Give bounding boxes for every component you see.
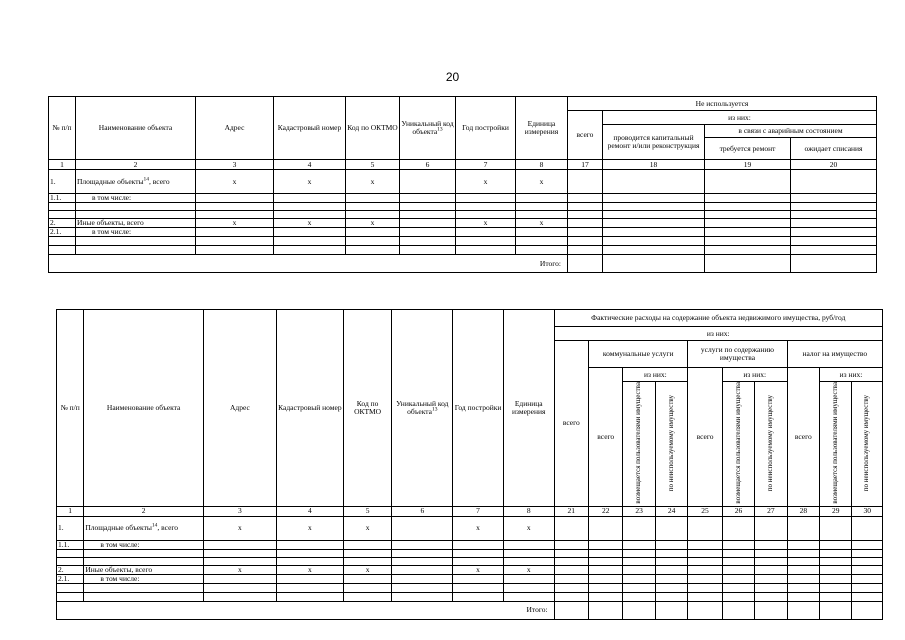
maintenance-of-them: из них: bbox=[722, 368, 787, 382]
communal-header: коммунальные услуги bbox=[589, 341, 688, 368]
cell-x: x bbox=[346, 170, 400, 194]
cell-x: x bbox=[516, 219, 568, 228]
row-number: 2.1. bbox=[49, 228, 76, 237]
table-row bbox=[49, 219, 877, 228]
col-number: 6 bbox=[392, 506, 453, 516]
table-expenses bbox=[56, 309, 883, 620]
col-number: 8 bbox=[516, 160, 568, 170]
row-number: 1.1. bbox=[57, 540, 84, 549]
row-name: Иные объекты, всего bbox=[84, 565, 204, 574]
col-num-header: № п/п bbox=[57, 310, 84, 507]
col-needs-repair-header: требуется ремонт bbox=[705, 138, 791, 160]
row-name: в том числе: bbox=[76, 194, 196, 203]
cell-x: x bbox=[203, 565, 276, 574]
maintenance-header: услуги по содержанию имущества bbox=[688, 341, 787, 368]
col-number: 25 bbox=[688, 506, 722, 516]
col-total-header: всего bbox=[568, 111, 603, 160]
row-number: 1. bbox=[57, 516, 84, 540]
cell-x: x bbox=[196, 219, 274, 228]
col-number: 26 bbox=[722, 506, 754, 516]
cell-x: x bbox=[516, 170, 568, 194]
col-number: 2 bbox=[76, 160, 196, 170]
col-number: 7 bbox=[453, 506, 504, 516]
cell-x: x bbox=[456, 170, 516, 194]
cell-x: x bbox=[346, 219, 400, 228]
col-number: 27 bbox=[755, 506, 787, 516]
table-row bbox=[57, 540, 883, 549]
table-row bbox=[49, 194, 877, 203]
emergency-header: в связи с аварийным состоянием bbox=[705, 125, 877, 138]
communal-total-header: всего bbox=[589, 368, 623, 507]
col-number: 24 bbox=[655, 506, 687, 516]
table-row bbox=[49, 228, 877, 237]
cell-x: x bbox=[274, 170, 346, 194]
col-number: 3 bbox=[203, 506, 276, 516]
column-numbers-row bbox=[57, 506, 883, 516]
row-name: в том числе: bbox=[84, 574, 204, 583]
table-row bbox=[49, 170, 877, 194]
col-oktmo-header: Код по ОКТМО bbox=[346, 97, 400, 160]
col-name-header: Наименование объекта bbox=[76, 97, 196, 160]
total-label: Итого: bbox=[57, 601, 555, 619]
row-name: в том числе: bbox=[76, 228, 196, 237]
cell-x: x bbox=[203, 516, 276, 540]
row-number: 2.1. bbox=[57, 574, 84, 583]
tax-header: налог на имущество bbox=[787, 341, 882, 368]
row-name: Иные объекты, всего bbox=[76, 219, 196, 228]
cell-x: x bbox=[453, 565, 504, 574]
tax-of-them: из них: bbox=[820, 368, 883, 382]
col-number: 30 bbox=[852, 506, 883, 516]
col-unique-code-header: Уникальный код объекта$^{13}$ bbox=[400, 97, 456, 160]
cell-x: x bbox=[453, 516, 504, 540]
col-repair-header: проводится капитальный ремонт и/или реконструкция bbox=[603, 125, 705, 160]
col-address-header: Адрес bbox=[196, 97, 274, 160]
cell-x: x bbox=[276, 565, 343, 574]
col-number: 22 bbox=[589, 506, 623, 516]
col-number: 21 bbox=[554, 506, 588, 516]
cell-x: x bbox=[274, 219, 346, 228]
col-number: 28 bbox=[787, 506, 819, 516]
col-num-header: № п/п bbox=[49, 97, 76, 160]
col-number: 1 bbox=[57, 506, 84, 516]
table-row bbox=[57, 565, 883, 574]
cell-x: x bbox=[196, 170, 274, 194]
of-them-header: из них: bbox=[554, 327, 882, 341]
cell-x: x bbox=[343, 516, 392, 540]
col-number: 29 bbox=[820, 506, 852, 516]
col-number: 19 bbox=[705, 160, 791, 170]
total-row bbox=[57, 601, 883, 619]
col-unique-code-header: Уникальный код объекта$^{13}$ bbox=[392, 310, 453, 507]
table-row bbox=[57, 516, 883, 540]
col-number: 1 bbox=[49, 160, 76, 170]
col-number: 5 bbox=[346, 160, 400, 170]
communal-of-them: из них: bbox=[623, 368, 688, 382]
page-number: 20 bbox=[445, 70, 460, 84]
expenses-header: Фактические расходы на содержание объекта недвижимого имущества, руб/год bbox=[554, 310, 882, 327]
col-number: 23 bbox=[623, 506, 655, 516]
col-name-header: Наименование объекта bbox=[84, 310, 204, 507]
cell-x: x bbox=[276, 516, 343, 540]
col-number: 2 bbox=[84, 506, 204, 516]
of-them-header: из них: bbox=[603, 111, 877, 125]
maintenance-unused-header: по неиспользуемому имуществу bbox=[766, 394, 775, 491]
tax-unused-header: по неиспользуемому имуществу bbox=[862, 394, 871, 491]
col-number: 8 bbox=[503, 506, 554, 516]
col-address-header: Адрес bbox=[203, 310, 276, 507]
col-number: 4 bbox=[276, 506, 343, 516]
col-year-header: Год постройки bbox=[456, 97, 516, 160]
row-name: в том числе: bbox=[84, 540, 204, 549]
col-number: 17 bbox=[568, 160, 603, 170]
row-name: Площадные объекты$^{14}$, всего bbox=[84, 516, 204, 540]
table-not-used bbox=[48, 96, 877, 273]
col-number: 6 bbox=[400, 160, 456, 170]
cell-x: x bbox=[456, 219, 516, 228]
col-awaits-writeoff-header: ожидает списания bbox=[791, 138, 877, 160]
tax-reimbursed-header: возмещается пользователями имущества bbox=[830, 382, 839, 504]
table-row bbox=[57, 574, 883, 583]
row-number: 1.1. bbox=[49, 194, 76, 203]
communal-reimbursed-header: возмещается пользователями имущества bbox=[634, 382, 643, 504]
col-number: 18 bbox=[603, 160, 705, 170]
col-number: 3 bbox=[196, 160, 274, 170]
cell-x: x bbox=[343, 565, 392, 574]
cell-x: x bbox=[503, 565, 554, 574]
col-unit-header: Единица измерения bbox=[516, 97, 568, 160]
col-number: 5 bbox=[343, 506, 392, 516]
maintenance-total-header: всего bbox=[688, 368, 722, 507]
total-label: Итого: bbox=[49, 255, 568, 273]
cell-x: x bbox=[503, 516, 554, 540]
col-number: 7 bbox=[456, 160, 516, 170]
tax-total-header: всего bbox=[787, 368, 819, 507]
col-unit-header: Единица измерения bbox=[503, 310, 554, 507]
not-used-header: Не используется bbox=[568, 97, 877, 111]
row-number: 1. bbox=[49, 170, 76, 194]
row-number: 2. bbox=[57, 565, 84, 574]
column-numbers-row bbox=[49, 160, 877, 170]
col-year-header: Год постройки bbox=[453, 310, 504, 507]
col-total-header: всего bbox=[554, 341, 588, 507]
col-cadastral-header: Кадастровый номер bbox=[274, 97, 346, 160]
row-number: 2. bbox=[49, 219, 76, 228]
col-oktmo-header: Код по ОКТМО bbox=[343, 310, 392, 507]
col-number: 4 bbox=[274, 160, 346, 170]
communal-unused-header: по неиспользуемому имуществу bbox=[666, 394, 675, 491]
col-cadastral-header: Кадастровый номер bbox=[276, 310, 343, 507]
total-row bbox=[49, 255, 877, 273]
row-name: Площадные объекты$^{14}$, всего bbox=[76, 170, 196, 194]
maintenance-reimbursed-header: возмещается пользователями имущества bbox=[733, 382, 742, 504]
col-number: 20 bbox=[791, 160, 877, 170]
